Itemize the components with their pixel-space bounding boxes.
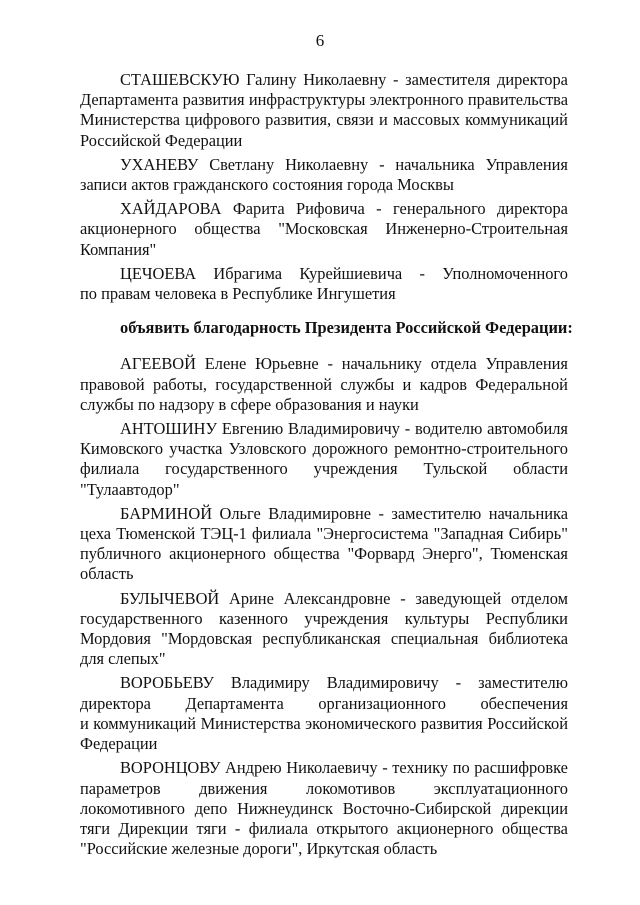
- document-body: [80, 70, 573, 863]
- awardee-entry: [80, 354, 568, 415]
- entry-line: БАРМИНОЙ Ольге Владимировне - заместителю начальника: [120, 503, 568, 523]
- entry-line: Министерства цифрового развития, связи и массовых коммуникаций: [80, 110, 568, 130]
- entry-line: цеха Тюменской ТЭЦ-1 филиала "Энергосистема "Западная Сибирь": [80, 524, 568, 544]
- entry-line: по правам человека в Республике Ингушетия: [80, 284, 396, 304]
- awardee-entry: [80, 199, 568, 260]
- entry-line: область: [80, 564, 134, 584]
- entry-line: Федерации: [80, 734, 158, 754]
- entry-line: ВОРОБЬЕВУ Владимиру Владимировичу - заместителю: [120, 673, 568, 693]
- entry-line: и коммуникаций Министерства экономического развития Российской: [80, 713, 568, 733]
- entry-line: "Российские железные дороги", Иркутская область: [80, 839, 438, 859]
- entry-line: локомотивного депо Нижнеудинск Восточно-Сибирской дирекции: [80, 798, 568, 818]
- entry-line: акционерного общества "Московская Инженерно-Строительная: [80, 219, 568, 239]
- entry-line: Мордовия "Мордовская республиканская специальная библиотека: [80, 629, 568, 649]
- awardee-entry: [80, 504, 568, 585]
- entry-line: публичного акционерного общества "Форвард Энерго", Тюменская: [80, 544, 568, 564]
- entry-line: службы по надзору в сфере образования и науки: [80, 394, 419, 414]
- awardees-list-top: [80, 70, 568, 304]
- entry-line: тяги Дирекции тяги - филиала открытого акционерного общества: [80, 818, 568, 838]
- entry-line: ЦЕЧОЕВА Ибрагима Курейшиевича - Уполномоченного: [120, 263, 568, 283]
- entry-line: АГЕЕВОЙ Елене Юрьевне - начальнику отдела Управления: [120, 354, 568, 374]
- awardee-entry: [80, 264, 568, 304]
- awardee-entry: [80, 70, 568, 151]
- entry-line: БУЛЫЧЕВОЙ Арине Александровне - заведующей отделом: [120, 588, 568, 608]
- entry-line: АНТОШИНУ Евгению Владимировичу - водителю автомобиля: [120, 419, 568, 439]
- section-heading: объявить благодарность Президента Российской Федерации:: [120, 318, 573, 338]
- entry-line: правовой работы, государственной службы и кадров Федеральной: [80, 374, 568, 394]
- entry-line: "Тулаавтодор": [80, 479, 180, 499]
- awardee-entry: [80, 758, 568, 859]
- entry-line: Департамента развития инфраструктуры электронного правительства: [80, 90, 568, 110]
- entry-line: УХАНЕВУ Светлану Николаевну - начальника Управления: [120, 154, 568, 174]
- entry-line: директора Департамента организационного обеспечения: [80, 693, 568, 713]
- entry-line: для слепых": [80, 649, 166, 669]
- entry-line: Кимовского участка Узловского дорожного ремонтно-строительного: [80, 439, 568, 459]
- page-number: 6: [315, 31, 325, 50]
- awardee-entry: [80, 673, 568, 754]
- entry-line: ХАЙДАРОВА Фарита Рифовича - генерального директора: [120, 199, 568, 219]
- entry-line: Российской Федерации: [80, 130, 243, 150]
- awardee-entry: [80, 155, 568, 195]
- entry-line: филиала государственного учреждения Тульской области: [80, 459, 568, 479]
- awardees-list-bottom: [80, 354, 568, 859]
- entry-line: государственного казенного учреждения культуры Республики: [80, 608, 568, 628]
- awardee-entry: [80, 589, 568, 670]
- entry-line: Компания": [80, 239, 157, 259]
- entry-line: ВОРОНЦОВУ Андрею Николаевичу - технику по расшифровке: [120, 758, 568, 778]
- entry-line: записи актов гражданского состояния города Москвы: [80, 175, 454, 195]
- entry-line: СТАШЕВСКУЮ Галину Николаевну - заместителя директора: [120, 70, 568, 89]
- awardee-entry: [80, 419, 568, 500]
- entry-line: параметров движения локомотивов эксплуатационного: [80, 778, 568, 798]
